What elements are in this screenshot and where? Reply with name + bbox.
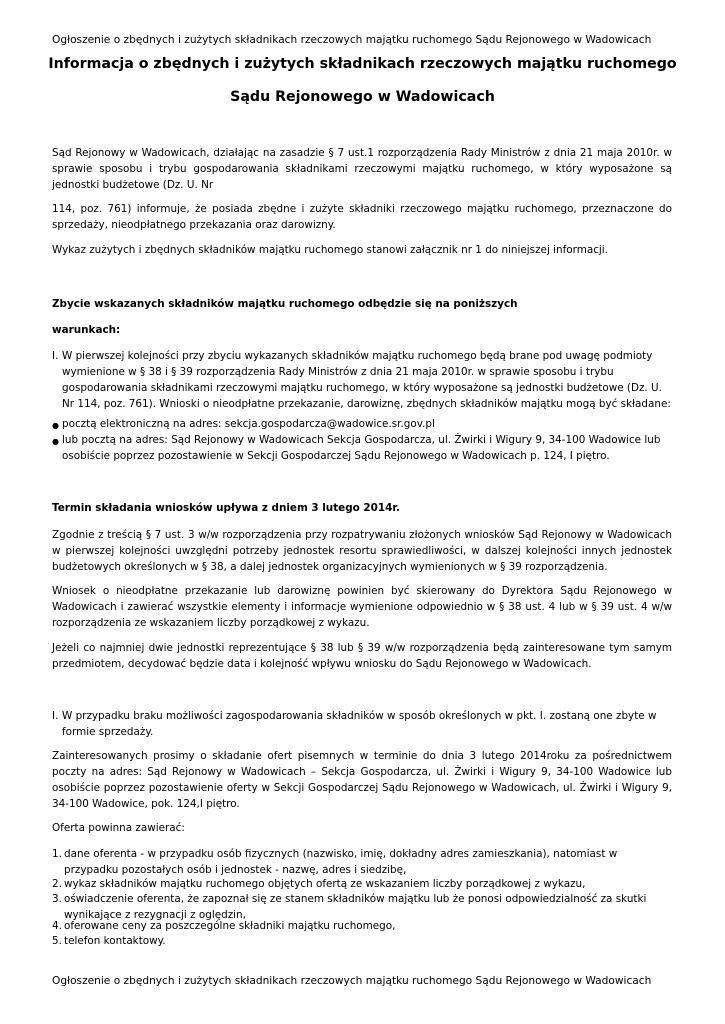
list-marker: 1.	[52, 848, 62, 860]
list-marker: 5.	[52, 935, 62, 947]
conditions-item-1	[52, 348, 672, 412]
list-marker: I.	[52, 350, 59, 362]
document-title-line-2: Sądu Rejonowego w Wadowicach	[230, 89, 495, 105]
deadline-paragraph-3: Jeżeli co najmniej dwie jednostki reprezentujące § 38 lub § 39 w/w rozporządzenia będą zainteresowane tym samym przedmiotem, decydować będzie data i kolejność wpływu wniosku do Sądu Rejonowego w Wadowicach.	[52, 642, 672, 670]
intro-paragraph-3: Wykaz zużytych i zbędnych składników majątku ruchomego stanowi załącznik nr 1 do niniejszej informacji.	[52, 244, 608, 256]
list-item-text: dane oferenta - w przypadku osób fizycznych (nazwisko, imię, dokładny adres zamieszkania), natomiast w przypadku pozostałych osób i jednostek - nazwę, adres i siedzibę,	[64, 848, 618, 876]
running-header: Ogłoszenie o zbędnych i zużytych składnikach rzeczowych majątku ruchomego Sądu Rejonowego w Wadowicach	[52, 34, 652, 46]
list-item-text: wykaz składników majątku ruchomego objętych ofertą ze wskazaniem liczby porządkowej z wykazu,	[64, 878, 586, 890]
deadline-paragraph-1: Zgodnie z treścią § 7 ust. 3 w/w rozporządzenia przy rozpatrywaniu złożonych wniosków Sąd Rejonowy w Wadowicach w pierwszej kolejności uwzględni potrzeby jednostek resortu sprawiedliwości, w dalszej kolejności innych jednostek budżetowych określonych w § 38, a dalej jednostek organizacyjnych wymienionych w § 39 rozporządzenia.	[52, 529, 672, 573]
bullet-item-post	[52, 432, 672, 464]
offer-item-4	[52, 918, 672, 934]
sale-item-1	[52, 708, 672, 740]
offer-item-5	[52, 933, 672, 949]
list-marker: 4.	[52, 920, 62, 932]
offer-item-2	[52, 876, 672, 892]
list-item-text: oferowane ceny za poszczególne składniki majątku ruchomego,	[64, 920, 396, 932]
list-item-text: oświadczenie oferenta, że zapoznał się ze stanem składników majątku lub że ponosi odpowiedzialność za skutki wynikające z rezygnacji z oględzin,	[64, 893, 647, 921]
list-item-text: telefon kontaktowy.	[64, 935, 166, 947]
bullet-item-email	[52, 416, 672, 432]
list-marker: 3.	[52, 893, 62, 905]
intro-paragraph-1: Sąd Rejonowy w Wadowicach, działając na zasadzie § 7 ust.1 rozporządzenia Rady Ministrów z dnia 21 maja 2010r. w sprawie sposobu i trybu gospodarowania składnikami rzeczowymi majątku ruchomego, w który wyposażone są jednostki budżetowe (Dz. U. Nr	[52, 147, 672, 191]
list-marker: I.	[52, 710, 59, 722]
deadline-paragraph-2: Wniosek o nieodpłatne przekazanie lub darowiznę powinien być skierowany do Dyrektora Sądu Rejonowego w Wadowicach i zawierać wszystkie elementy i informacje wymienione odpowiednio w § 38 ust. 4 lub w § 39 ust. 4 w/w rozporządzenia ze wskazaniem liczby porządkowej z wykazu.	[52, 585, 672, 629]
deadline-heading: Termin składania wniosków upływa z dniem 3 lutego 2014r.	[52, 502, 400, 514]
list-item-text: lub pocztą na adres: Sąd Rejonowy w Wadowicach Sekcja Gospodarcza, ul. Żwirki i Wigury 9, 34-100 Wadowice lub osobiście poprzez pozostawienie w Sekcji Gospodarczej Sądu Rejonowego w Wadowicach p. 124, I piętro.	[62, 434, 661, 462]
sale-paragraph-2: Oferta powinna zawierać:	[52, 822, 185, 834]
list-item-text: W pierwszej kolejności przy zbyciu wykazanych składników majątku ruchomego będą brane pod uwagę podmioty wymienione w § 38 i § 39 rozporządzenia Rady Ministrów z dnia 21 maja 2010r. w sprawie sposobu i trybu gospodarowania składnikami rzeczowymi majątku ruchomego, w który wyposażone są jednostki budżetowe (Dz. U. Nr 114, poz. 761). Wnioski o nieodpłatne przekazanie, darowiznę, zbędnych składników majątku mogą być składane:	[62, 350, 671, 410]
document-title-line-1: Informacja o zbędnych i zużytych składnikach rzeczowych majątku ruchomego	[48, 56, 677, 72]
conditions-heading-line-2: warunkach:	[52, 324, 121, 336]
offer-item-1	[52, 846, 672, 878]
list-marker: 2.	[52, 878, 62, 890]
sale-paragraph-1: Zainteresowanych prosimy o składanie ofert pisemnych w terminie do dnia 3 lutego 2014roku za pośrednictwem poczty na adres: Sąd Rejonowy w Wadowicach – Sekcja Gospodarcza, ul. Żwirki i Wigury 9, 34-100 Wadowice lub osobiście poprzez pozostawienie oferty w Sekcji Gospodarczej Sądu Rejonowego w Wadowicach, ul. Żwirki i Wigury 9, 34-100 Wadowice, pok. 124,I piętro.	[52, 750, 672, 810]
conditions-heading-line-1: Zbycie wskazanych składników majątku ruchomego odbędzie się na poniższych	[52, 298, 518, 310]
running-footer: Ogłoszenie o zbędnych i zużytych składnikach rzeczowych majątku ruchomego Sądu Rejonowego w Wadowicach	[52, 975, 652, 987]
bullet-icon: ●	[52, 437, 59, 446]
list-item-text: W przypadku braku możliwości zagospodarowania składników w sposób określonych w pkt. I. zostaną one zbyte w formie sprzedaży.	[62, 710, 657, 738]
list-item-text: pocztą elektroniczną na adres: sekcja.gospodarcza@wadowice.sr.gov.pl	[62, 418, 435, 430]
bullet-icon: ●	[52, 421, 59, 430]
intro-paragraph-2: 114, poz. 761) informuje, że posiada zbędne i zużyte składniki rzeczowego majątku ruchomego, przeznaczone do sprzedaży, nieodpłatnego przekazania oraz darowizny.	[52, 203, 672, 231]
